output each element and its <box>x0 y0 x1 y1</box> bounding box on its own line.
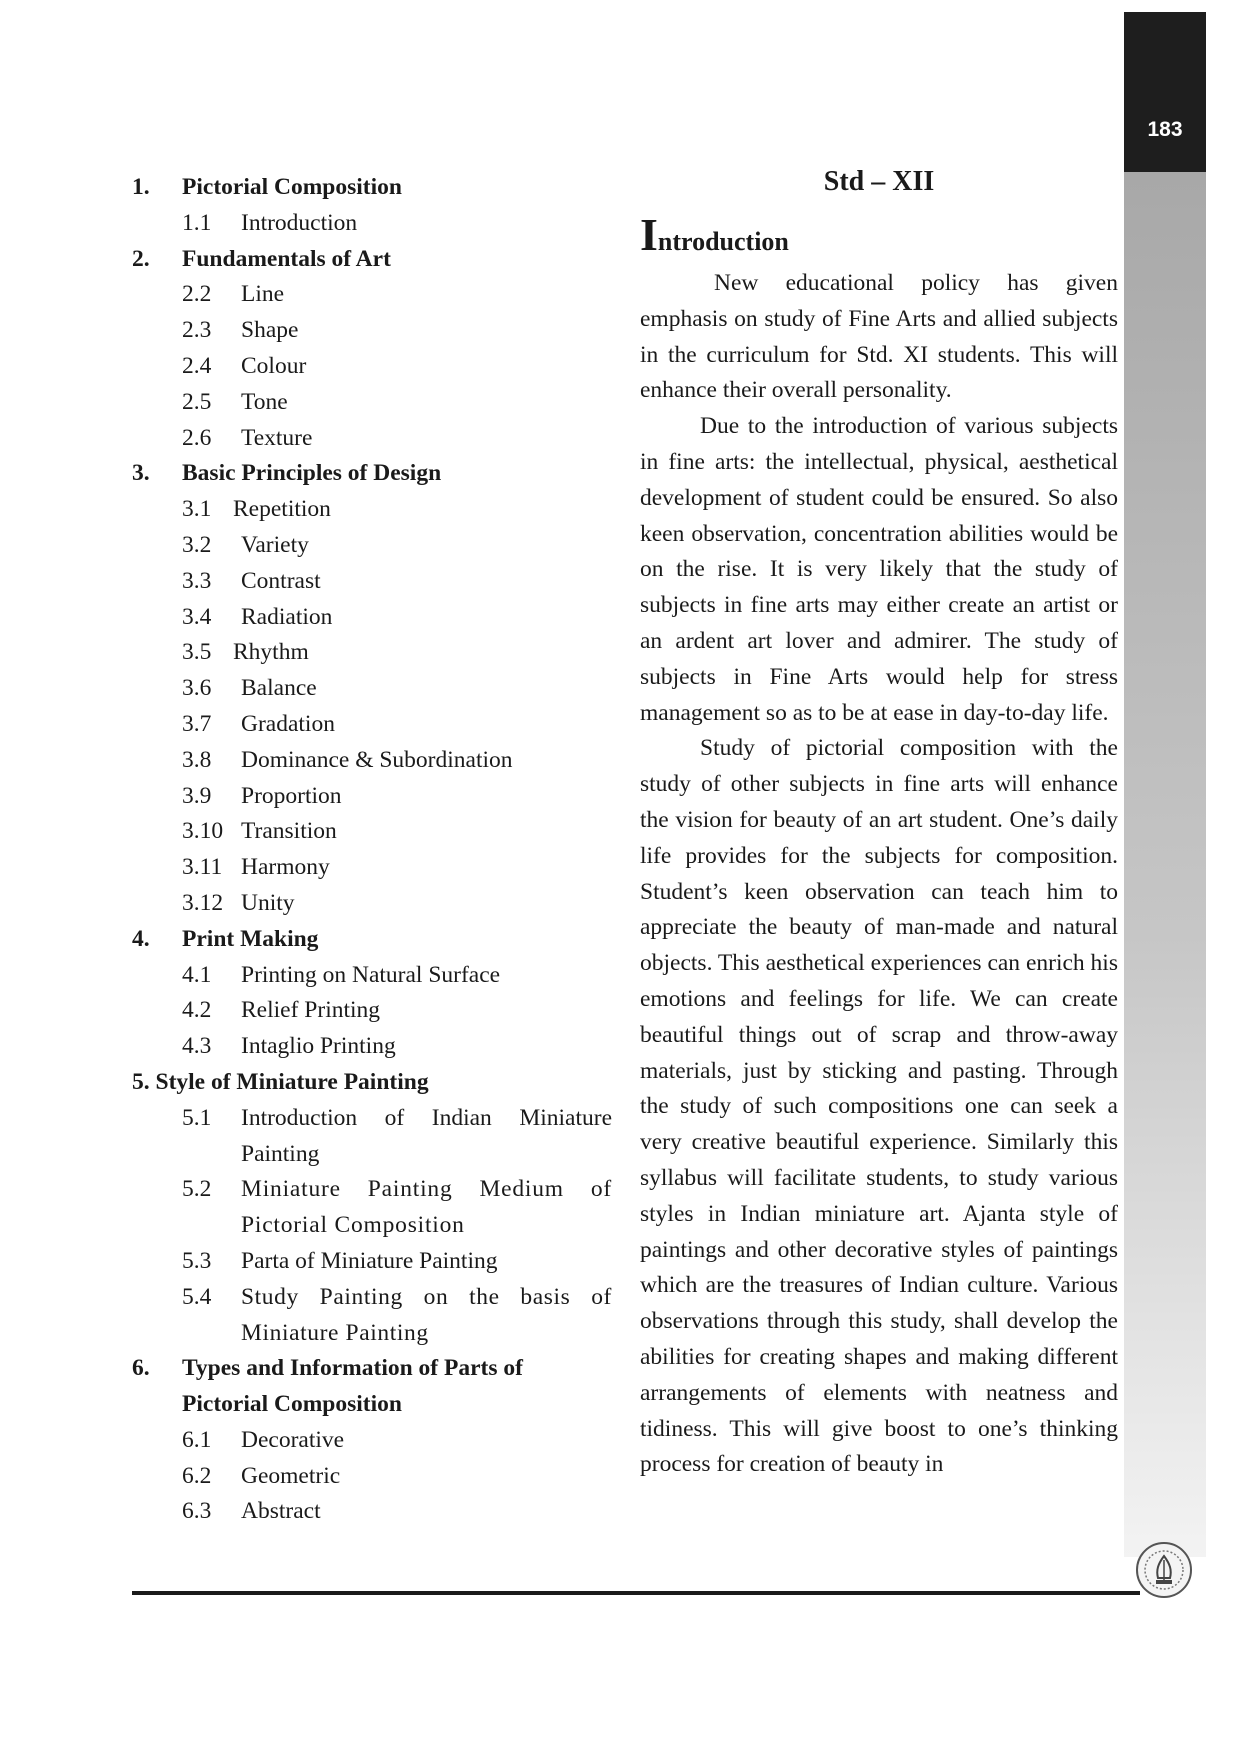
toc-subsection <box>132 421 612 457</box>
subsection-number: 5.1 <box>182 1104 212 1131</box>
subsection-title: Abstract <box>241 1498 321 1525</box>
toc-subsection <box>132 277 612 313</box>
syllabus-contents-list <box>132 170 612 1530</box>
toc-subsection <box>132 1172 612 1244</box>
subsection-number: 3.6 <box>182 675 212 702</box>
toc-subsection <box>132 635 612 671</box>
footer-rule <box>132 1591 1140 1595</box>
section-title: Print Making <box>182 925 319 952</box>
introduction-heading <box>640 209 789 260</box>
subsection-title: Contrast <box>241 567 321 594</box>
toc-subsection <box>132 564 612 600</box>
toc-subsection <box>132 850 612 886</box>
toc-subsection <box>132 993 612 1029</box>
section-number: 3. <box>132 460 150 487</box>
toc-section <box>132 922 612 958</box>
subsection-title: Printing on Natural Surface <box>241 961 501 988</box>
toc-section <box>132 170 612 206</box>
page-number: 183 <box>1147 118 1183 141</box>
subsection-title: Harmony <box>241 854 330 881</box>
subsection-title: Decorative <box>241 1426 345 1453</box>
subsection-number: 6.3 <box>182 1498 212 1525</box>
subsection-title: Proportion <box>241 782 342 809</box>
subsection-title: Radiation <box>241 603 333 630</box>
toc-subsection <box>132 1101 612 1173</box>
introduction-body <box>640 266 1118 1483</box>
subsection-title: Study Painting on the basis of Miniature Painting <box>241 1283 612 1346</box>
subsection-title: Shape <box>241 317 299 344</box>
toc-subsection <box>132 958 612 994</box>
subsection-number: 5.4 <box>182 1283 212 1310</box>
body-paragraph: Study of pictorial composition with the study of other subjects in fine arts will enhance the vision for beauty of an art student. One’s daily life provides for the subjects for composition. Student’s keen observation can teach him to appreciate the beauty of man-made and natural objects. This aesthetical experiences can enrich his emotions and feelings for life. We can create beautiful things out of scrap and throw-away materials, just by sticking and pasting. Through the study of such compositions one can seek a very creative beautiful experience. Similarly this syllabus will facilitate students, to study various styles in Indian miniature art. Ajanta style of paintings and other decorative styles of paintings which are the treasures of Indian culture. Various observations through this study, shall develop the abilities for creating shapes and making different arrangements of elements with neatness and tidiness. This will give boost to one’s thinking process for creation of beauty in <box>640 735 1118 1478</box>
toc-subsection <box>132 1280 612 1352</box>
subsection-title: Balance <box>241 675 317 702</box>
subsection-title: Transition <box>241 818 337 845</box>
subsection-title: Miniature Painting Medium of Pictorial Composition <box>241 1176 612 1239</box>
subsection-number: 3.9 <box>182 782 212 809</box>
toc-subsection <box>132 1423 612 1459</box>
subsection-number: 3.5 <box>182 639 212 666</box>
subsection-title: Tone <box>241 388 288 415</box>
subsection-title: Unity <box>241 889 295 916</box>
subsection-title: Line <box>241 281 285 308</box>
toc-subsection <box>132 600 612 636</box>
subsection-number: 3.10 <box>182 818 224 845</box>
subsection-number: 4.1 <box>182 961 212 988</box>
subsection-number: 2.5 <box>182 388 212 415</box>
toc-subsection <box>132 528 612 564</box>
subsection-title: Parta of Miniature Painting <box>241 1247 498 1274</box>
heading-drop-cap: I <box>640 209 658 260</box>
toc-subsection <box>132 779 612 815</box>
subsection-title: Repetition <box>233 496 331 523</box>
subsection-number: 3.1 <box>182 496 212 523</box>
toc-section <box>132 1065 612 1101</box>
section-title: 5. Style of Miniature Painting <box>132 1068 429 1095</box>
toc-section <box>132 456 612 492</box>
subsection-number: 3.11 <box>182 854 223 881</box>
toc-subsection <box>132 1029 612 1065</box>
toc-subsection <box>132 886 612 922</box>
toc-section <box>132 242 612 278</box>
subsection-title: Rhythm <box>233 639 309 666</box>
subsection-number: 3.12 <box>182 889 224 916</box>
subsection-title: Texture <box>241 424 313 451</box>
section-title: Basic Principles of Design <box>182 460 442 487</box>
subsection-title: Geometric <box>241 1462 341 1489</box>
subsection-number: 3.7 <box>182 710 212 737</box>
subsection-number: 4.3 <box>182 1033 212 1060</box>
standard-heading: Std – XII <box>823 166 935 197</box>
section-number: 6. <box>132 1355 150 1382</box>
subsection-title: Colour <box>241 352 307 379</box>
subsection-number: 2.3 <box>182 317 212 344</box>
page-edge-strip <box>1124 172 1206 1557</box>
subsection-number: 5.2 <box>182 1176 212 1203</box>
section-number: 2. <box>132 245 150 272</box>
subsection-title: Relief Printing <box>241 997 381 1024</box>
subsection-number: 4.2 <box>182 997 212 1024</box>
subsection-title: Introduction of Indian Miniature Painting <box>241 1104 612 1167</box>
subsection-number: 3.4 <box>182 603 212 630</box>
section-title: Pictorial Composition <box>182 174 402 200</box>
subsection-title: Gradation <box>241 710 335 737</box>
heading-rest: ntroduction <box>657 227 789 256</box>
page-edge-tab <box>1124 12 1206 172</box>
subsection-number: 3.2 <box>182 531 212 558</box>
body-paragraph: Due to the introduction of various subjects in fine arts: the intellectual, physical, aesthetical development of student could be ensured. So also keen observation, concentration abilities would be on the rise. It is very likely that the study of subjects in fine arts may either create an artist or an ardent art lover and admirer. The study of subjects in Fine Arts would help for stress management so as to be at ease in day-to-day life. <box>640 413 1118 726</box>
toc-subsection <box>132 1494 612 1530</box>
subsection-number: 1.1 <box>182 209 212 236</box>
toc-subsection <box>132 814 612 850</box>
subsection-title: Variety <box>241 531 309 558</box>
emblem-seal-icon <box>1134 1540 1194 1600</box>
toc-subsection <box>132 385 612 421</box>
toc-subsection <box>132 349 612 385</box>
toc-subsection <box>132 707 612 743</box>
subsection-number: 6.1 <box>182 1426 212 1453</box>
toc-subsection <box>132 1244 612 1280</box>
toc-subsection <box>132 313 612 349</box>
subsection-number: 2.6 <box>182 424 212 451</box>
subsection-number: 3.3 <box>182 567 212 594</box>
subsection-number: 3.8 <box>182 746 212 773</box>
subsection-title: Intaglio Printing <box>241 1033 396 1060</box>
toc-subsection <box>132 671 612 707</box>
toc-subsection <box>132 743 612 779</box>
toc-subsection <box>132 1459 612 1495</box>
toc-section <box>132 1351 612 1423</box>
section-title: Fundamentals of Art <box>182 245 391 272</box>
section-title: Types and Information of Parts of Pictorial Composition <box>182 1355 523 1418</box>
subsection-number: 2.4 <box>182 352 212 379</box>
subsection-number: 2.2 <box>182 281 212 308</box>
toc-subsection <box>132 206 612 242</box>
subsection-title: Dominance & Subordination <box>241 746 513 773</box>
subsection-number: 6.2 <box>182 1462 212 1489</box>
section-number: 4. <box>132 925 150 952</box>
subsection-title: Introduction <box>241 209 358 236</box>
toc-subsection <box>132 492 612 528</box>
subsection-number: 5.3 <box>182 1247 212 1274</box>
body-paragraph: New educational policy has given emphasis on study of Fine Arts and allied subjects in the curriculum for Std. XI students. This will enhance their overall personality. <box>640 270 1118 404</box>
section-number: 1. <box>132 174 150 200</box>
